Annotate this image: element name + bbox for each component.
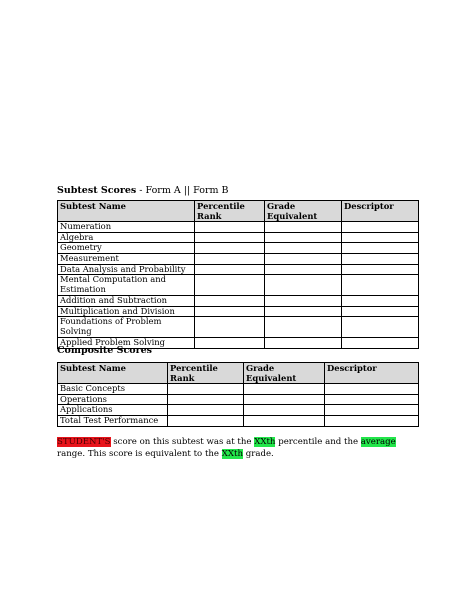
descriptor-cell	[342, 232, 419, 243]
grade-cell	[265, 222, 342, 233]
descriptor-cell	[325, 405, 419, 416]
subtest-scores-table	[57, 200, 419, 349]
table-row	[58, 264, 419, 275]
percentile-cell	[168, 415, 244, 426]
grade-cell	[244, 384, 325, 395]
descriptor-cell	[342, 296, 419, 307]
table-header-row	[58, 363, 419, 384]
descriptor-cell	[342, 338, 419, 349]
table-row	[58, 275, 419, 296]
composite-name-cell: Basic Concepts	[58, 384, 168, 395]
descriptor-cell	[342, 317, 419, 338]
composite-name-cell: Total Test Performance	[58, 415, 168, 426]
descriptor-cell	[325, 384, 419, 395]
header-subtest-name: Subtest Name	[58, 363, 168, 384]
grade-cell	[265, 264, 342, 275]
composite-name-cell: Applications	[58, 405, 168, 416]
table-row	[58, 253, 419, 264]
grade-cell	[244, 394, 325, 405]
narrative-text: score on this subtest was at the	[110, 437, 255, 447]
percentile-cell	[195, 232, 265, 243]
percentile-cell	[195, 243, 265, 254]
table-row	[58, 415, 419, 426]
header-percentile-rank: Percentile Rank	[168, 363, 244, 384]
grade-cell	[265, 338, 342, 349]
subtest-title: Subtest Scores	[57, 185, 137, 196]
header-descriptor: Descriptor	[342, 201, 419, 222]
narrative-text: grade.	[243, 448, 274, 459]
student-placeholder: STUDENT'S	[57, 437, 111, 447]
descriptor-cell	[325, 394, 419, 405]
subtest-name-cell: Geometry	[58, 243, 195, 254]
grade-cell	[265, 296, 342, 307]
subtest-name-cell: Multiplication and Division	[58, 306, 195, 317]
subtest-name-cell: Numeration	[58, 222, 195, 233]
grade-cell	[244, 415, 325, 426]
composite-title: Composite Scores	[57, 345, 153, 356]
percentile-cell	[195, 338, 265, 349]
table-row	[58, 384, 419, 395]
header-descriptor: Descriptor	[325, 363, 419, 384]
grade-cell	[265, 275, 342, 296]
descriptor-cell	[342, 306, 419, 317]
subtest-name-cell: Addition and Subtraction	[58, 296, 195, 307]
table-row	[58, 306, 419, 317]
table-header-row	[58, 201, 419, 222]
subtest-name-cell: Applied Problem Solving	[58, 338, 195, 349]
subtest-subtitle: - Form A || Form B	[136, 185, 229, 196]
range-placeholder: average	[360, 437, 396, 447]
percentile-cell	[195, 296, 265, 307]
descriptor-cell	[342, 264, 419, 275]
percentile-cell	[195, 306, 265, 317]
grade-cell	[265, 232, 342, 243]
header-grade-equivalent: Grade Equivalent	[244, 363, 325, 384]
narrative-text: percentile and the	[275, 437, 361, 447]
header-grade-equivalent: Grade Equivalent	[265, 201, 342, 222]
subtest-scores-heading	[57, 185, 229, 197]
score-narrative-paragraph	[57, 437, 419, 460]
grade-cell	[265, 306, 342, 317]
grade-cell	[265, 253, 342, 264]
table-row	[58, 317, 419, 338]
narrative-text: range. This score is equivalent to the	[57, 448, 222, 459]
percentile-cell	[195, 222, 265, 233]
percentile-placeholder: XXth	[254, 437, 276, 447]
subtest-name-cell: Data Analysis and Probability	[58, 264, 195, 275]
grade-placeholder: XXth	[221, 448, 243, 459]
percentile-cell	[195, 275, 265, 296]
table-row	[58, 232, 419, 243]
percentile-cell	[195, 317, 265, 338]
table-row	[58, 405, 419, 416]
grade-cell	[244, 405, 325, 416]
subtest-name-cell: Measurement	[58, 253, 195, 264]
header-percentile-rank: Percentile Rank	[195, 201, 265, 222]
composite-name-cell: Operations	[58, 394, 168, 405]
subtest-name-cell: Mental Computation and Estimation	[58, 275, 195, 296]
descriptor-cell	[342, 275, 419, 296]
grade-cell	[265, 243, 342, 254]
percentile-cell	[168, 394, 244, 405]
table-row	[58, 296, 419, 307]
header-subtest-name: Subtest Name	[58, 201, 195, 222]
subtest-name-cell: Algebra	[58, 232, 195, 243]
composite-scores-heading	[57, 345, 152, 357]
subtest-name-cell: Foundations of Problem Solving	[58, 317, 195, 338]
descriptor-cell	[342, 222, 419, 233]
composite-scores-table	[57, 362, 419, 427]
percentile-cell	[195, 253, 265, 264]
percentile-cell	[168, 384, 244, 395]
percentile-cell	[195, 264, 265, 275]
descriptor-cell	[325, 415, 419, 426]
grade-cell	[265, 317, 342, 338]
table-row	[58, 394, 419, 405]
table-row	[58, 222, 419, 233]
table-row	[58, 243, 419, 254]
descriptor-cell	[342, 243, 419, 254]
descriptor-cell	[342, 253, 419, 264]
percentile-cell	[168, 405, 244, 416]
